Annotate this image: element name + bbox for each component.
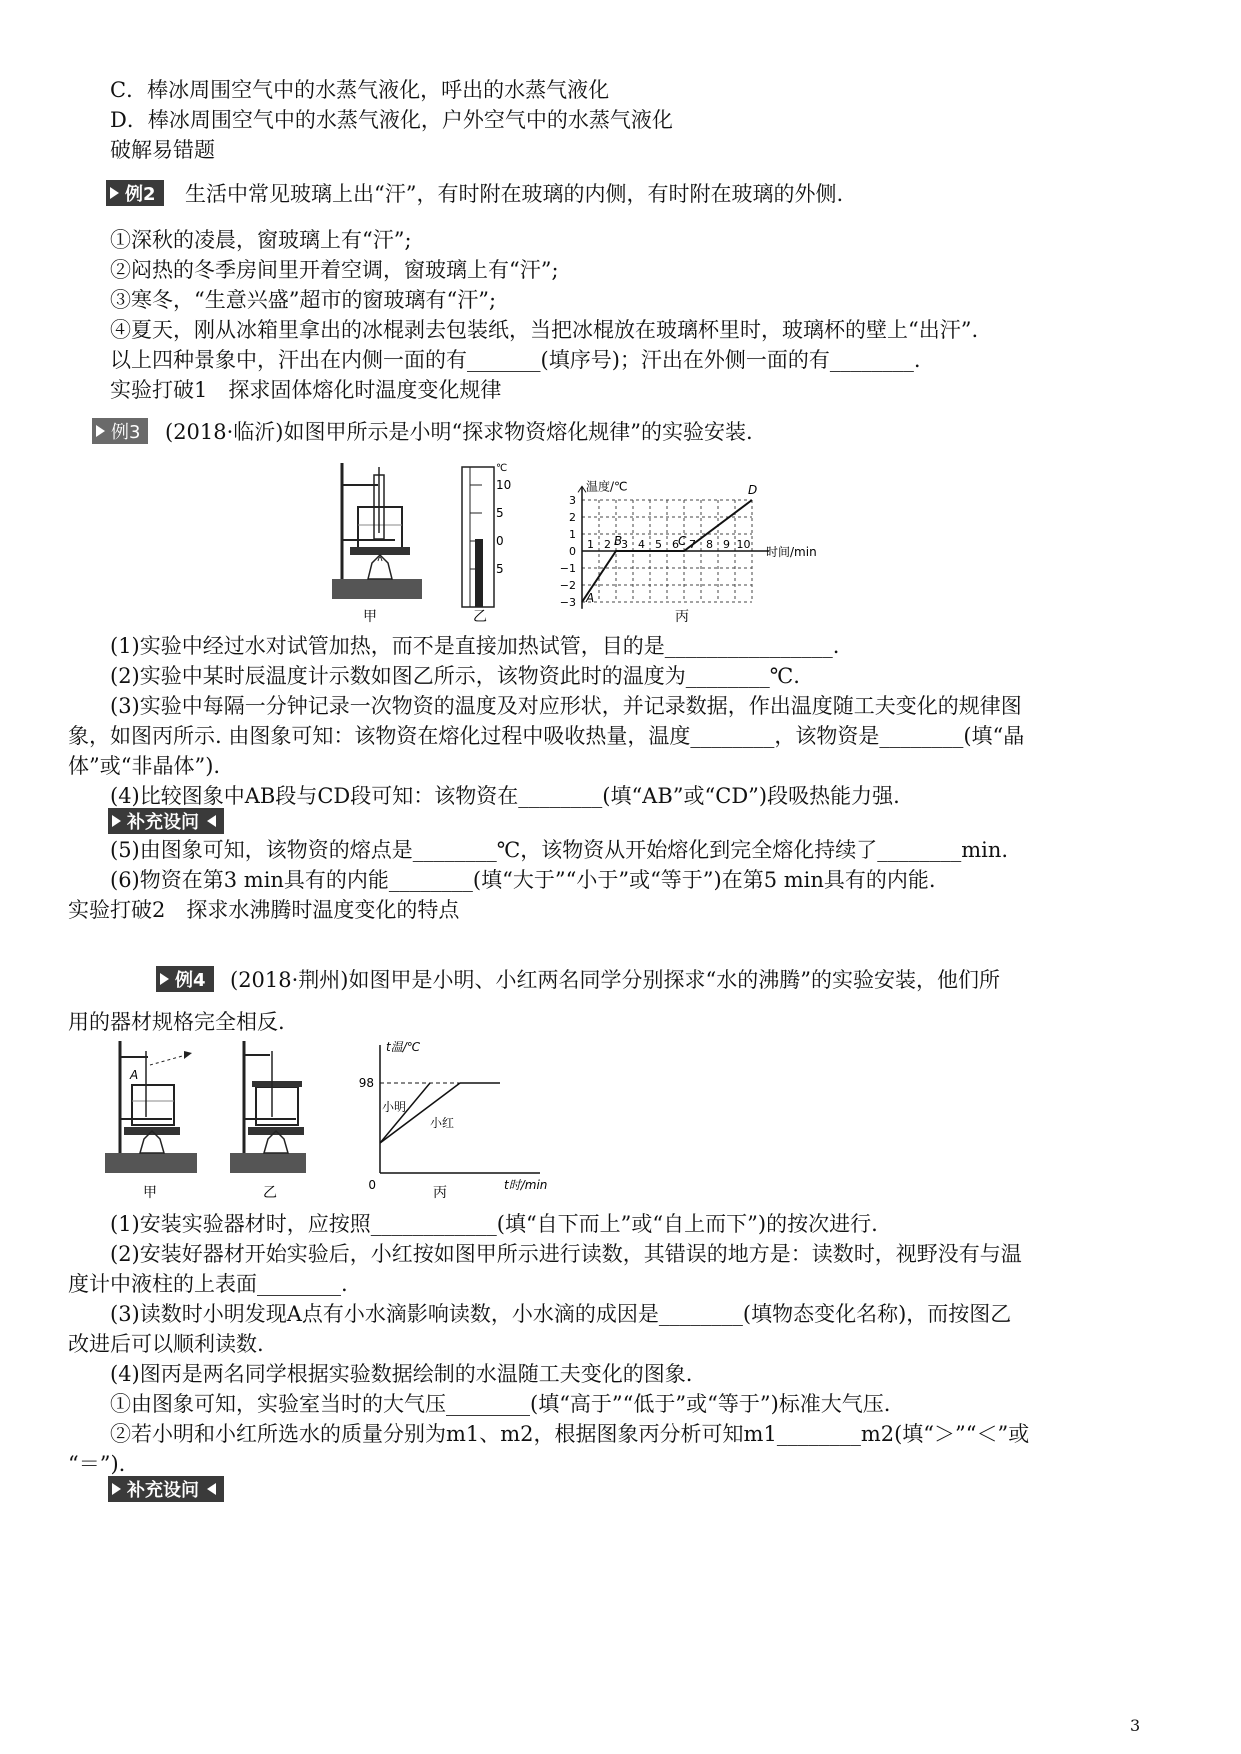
figure-melting (320, 455, 840, 625)
figure-boiling (100, 1035, 560, 1200)
example-3-stem: (2018·临沂)如图甲所示是小明“探求物资熔化规律”的实验安装. (165, 420, 753, 444)
series-label-xiaoming: 小明 (382, 1100, 407, 1114)
example-3-q6: (6)物资在第3 min具有的内能________(填“大于”“小于”或“等于”)在第5 min具有的内能. (110, 868, 936, 892)
example-2-label: 例2 (125, 184, 156, 205)
play-icon (160, 973, 169, 985)
thermo-tick-neg5: 5 (496, 562, 504, 576)
example-2-question: 以上四种景象中，汗出在内侧一面的有_______(填序号)；汗出在外侧一面的有________. (110, 348, 921, 372)
x-axis-title: 时间/min (766, 545, 817, 559)
supplement-tag-2 (108, 1476, 224, 1502)
y-tick-label: −1 (559, 562, 576, 575)
example-2-item-4: ④夏天，刚从冰箱里拿出的冰棍剥去包装纸，当把冰棍放在玻璃杯里时，玻璃杯的壁上“出汗”. (110, 318, 979, 342)
example-4-q3-line1: (3)读数时小明发现A点有小水滴影响读数，小水滴的成因是________(填物态变化名称)，而按图乙 (110, 1302, 1012, 1326)
caption-jia: 甲 (363, 609, 377, 625)
option-c: C．棒冰周围空气中的水蒸气液化，呼出的水蒸气液化 (110, 78, 610, 102)
y-tick-label: 0 (569, 545, 576, 558)
example-3-tag (92, 418, 148, 444)
y-tick-label: −2 (559, 579, 576, 592)
y-tick-label: 3 (569, 494, 576, 507)
play-left-icon (207, 815, 216, 827)
example-2-item-3: ③寒冬，“生意兴盛”超市的窗玻璃有“汗”; (110, 288, 497, 312)
y-tick-label: −3 (559, 596, 576, 609)
y-axis-title: 温度/℃ (586, 479, 628, 494)
experiment-2-heading: 实验打破2 探求水沸腾时温度变化的特点 (68, 898, 460, 922)
play-icon (110, 187, 119, 199)
example-4-q2-line1: (2)安装好器材开始实验后，小红按如图甲所示进行读数，其错误的地方是：读数时，视野没有与温 (110, 1242, 1022, 1266)
example-4-q4-1: ①由图象可知，实验室当时的大气压________(填“高于”“低于”或“等于”)标准大气压. (110, 1392, 891, 1416)
example-4-q4-2-line1: ②若小明和小红所选水的质量分别为m1、m2，根据图象丙分析可知m1________m2(填“＞”“＜”或 (110, 1422, 1030, 1446)
example-2-tag (106, 180, 164, 206)
y-tick-label: 2 (569, 511, 576, 524)
thermometer (462, 463, 511, 607)
example-3-q3-line1: (3)实验中每隔一分钟记录一次物资的温度及对应形状，并记录数据，作出温度随工夫变化的规律图 (110, 694, 1022, 718)
supplement-label-1: 补充设问 (127, 812, 199, 833)
example-2-item-2: ②闷热的冬季房间里开着空调，窗玻璃上有“汗”; (110, 258, 559, 282)
x-tick-label: 3 (621, 538, 628, 551)
point-label: A (586, 591, 595, 605)
x-tick-label: 4 (638, 538, 645, 551)
example-2-stem: 生活中常见玻璃上出“汗”，有时附在玻璃的内侧，有时附在玻璃的外侧. (185, 182, 844, 206)
x-tick-label: 2 (604, 538, 611, 551)
example-3-q3-line2: 象，如图丙所示. 由图象可知：该物资在熔化过程中吸收热量，温度________，该物资是________(填“晶 (68, 724, 1025, 748)
supplement-tag-1 (108, 808, 224, 834)
section-heading-errors: 破解易错题 (110, 138, 215, 162)
example-3-q2: (2)实验中某时辰温度计示数如图乙所示，该物资此时的温度为________℃. (110, 664, 800, 688)
example-4-stem-line1: (2018·荆州)如图甲是小明、小红两名同学分别探求“水的沸腾”的实验安装，他们所 (230, 968, 1000, 992)
point-label: C (678, 534, 687, 548)
point-label: D (748, 483, 758, 497)
option-d: D．棒冰周围空气中的水蒸气液化，户外空气中的水蒸气液化 (110, 108, 673, 132)
thermo-tick-5: 5 (496, 506, 504, 520)
x-tick-label: 1 (587, 538, 594, 551)
experiment-1-heading: 实验打破1 探求固体熔化时温度变化规律 (110, 378, 502, 402)
caption-yi: 乙 (473, 609, 487, 625)
example-3-q1: (1)实验中经过水对试管加热，而不是直接加热试管，目的是________________. (110, 634, 840, 658)
x-axis-title: t时/min (504, 1178, 548, 1192)
example-3-q5: (5)由图象可知，该物资的熔点是________℃，该物资从开始熔化到完全熔化持续了________min. (110, 838, 1009, 862)
example-3-label: 例3 (111, 422, 141, 443)
boiling-apparatus-yi (230, 1041, 306, 1173)
thermo-unit: ℃ (496, 463, 508, 474)
example-4-q1: (1)安装实验器材时，应按照____________(填“自下而上”或“自上而下”)的按次进行. (110, 1212, 878, 1236)
origin-label: 0 (368, 1178, 376, 1192)
example-4-q3-line2: 改进后可以顺利读数. (68, 1332, 264, 1356)
example-4-tag (156, 966, 214, 992)
example-4-label: 例4 (175, 970, 206, 991)
point-label: B (614, 534, 623, 548)
y-98-label: 98 (358, 1076, 374, 1090)
x-tick-label: 6 (672, 538, 679, 551)
x-tick-label: 10 (736, 538, 751, 551)
example-2-item-1: ①深秋的凌晨，窗玻璃上有“汗”; (110, 228, 412, 252)
play-icon (112, 1483, 121, 1495)
x-tick-label: 7 (689, 538, 696, 551)
example-3-q4: (4)比较图象中AB段与CD段可知：该物资在________(填“AB”或“CD”)段吸热能力强. (110, 784, 900, 808)
x-tick-label: 8 (706, 538, 713, 551)
point-a-label: A (130, 1068, 139, 1082)
thermo-tick-10: 10 (496, 478, 512, 492)
page-number: 3 (1130, 1716, 1141, 1735)
example-3-q3-line3: 体”或“非晶体”). (68, 754, 221, 778)
example-4-q4: (4)图丙是两名同学根据实验数据绘制的水温随工夫变化的图象. (110, 1362, 693, 1386)
example-4-q2-line2: 度计中液柱的上表面________. (68, 1272, 348, 1296)
series-label-xiaohong: 小红 (430, 1116, 455, 1130)
boiling-apparatus-jia (105, 1041, 197, 1173)
supplement-label-2: 补充设问 (127, 1480, 199, 1501)
play-icon (96, 425, 105, 437)
thermo-tick-0: 0 (496, 534, 504, 548)
play-left-icon (207, 1483, 216, 1495)
melting-chart (560, 478, 817, 609)
caption-bing: 丙 (675, 609, 689, 625)
caption2-yi: 乙 (263, 1185, 277, 1200)
boiling-chart (359, 1040, 548, 1192)
x-tick-label: 5 (655, 538, 662, 551)
caption2-bing: 丙 (433, 1185, 447, 1200)
play-icon (112, 815, 121, 827)
y-tick-label: 1 (569, 528, 576, 541)
example-4-stem-line2: 用的器材规格完全相反. (68, 1010, 285, 1034)
caption2-jia: 甲 (143, 1185, 157, 1200)
example-4-q4-2-line2: “＝”). (68, 1452, 126, 1476)
y-axis-title: t温/℃ (386, 1040, 421, 1054)
melting-apparatus (332, 463, 422, 599)
x-tick-label: 9 (723, 538, 730, 551)
